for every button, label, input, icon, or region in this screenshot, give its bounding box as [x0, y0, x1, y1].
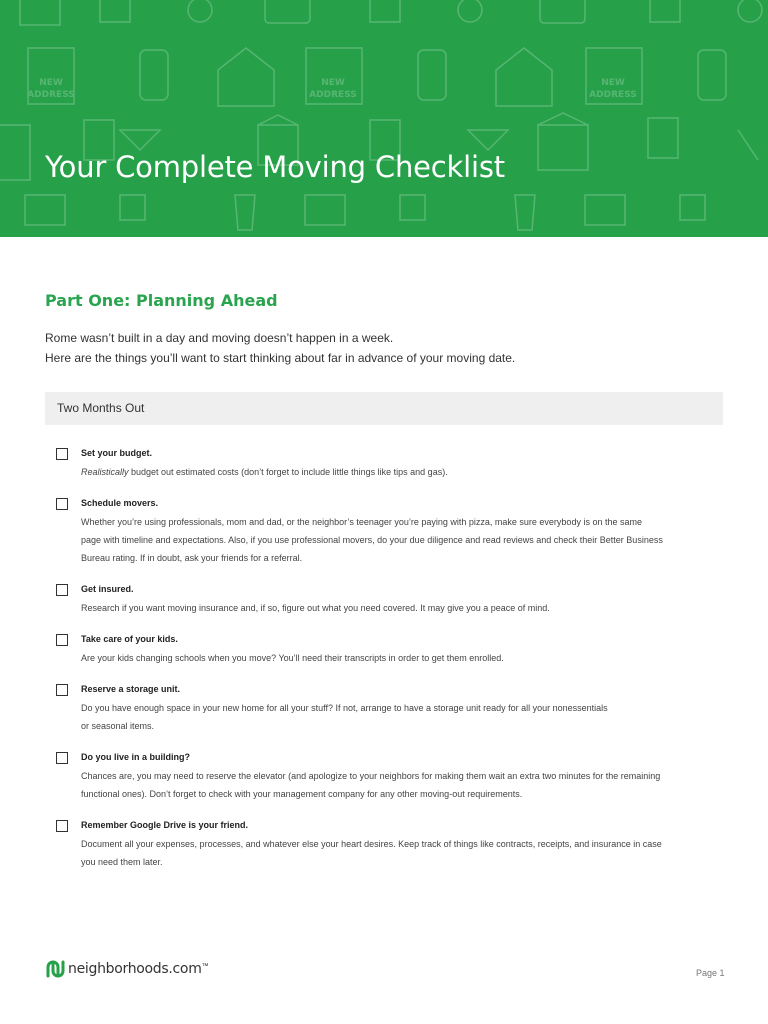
item-description-line: you need them later.: [81, 857, 163, 867]
neighborhoods-logo[interactable]: [45, 958, 209, 980]
item-description: [81, 767, 701, 803]
checklist-item: [56, 750, 726, 803]
item-description: [81, 513, 701, 567]
trademark-mark: ™: [201, 962, 209, 970]
pattern-label-3: NEW: [321, 78, 345, 88]
item-title: Take care of your kids.: [81, 634, 178, 644]
item-description-line: page with timeline and expectations. Also, if you use professional movers, do your due diligence and read reviews and check their Better Business: [81, 535, 663, 545]
item-description-line: Bureau rating. If in doubt, ask your friends for a referral.: [81, 553, 303, 563]
pattern-label-6: ADDRESS: [589, 90, 637, 100]
moving-icons-pattern: [0, 0, 768, 237]
intro-line-1: Rome wasn’t built in a day and moving doesn’t happen in a week.: [45, 331, 394, 345]
item-description-line: Research if you want moving insurance and, if so, figure out what you need covered. It may give you a peace of mind.: [81, 603, 550, 613]
item-description-line: functional ones). Don’t forget to check with your management company for any other moving-out requirements.: [81, 789, 523, 799]
item-title: Reserve a storage unit.: [81, 684, 181, 694]
logo-text: neighborhoods.com: [68, 961, 202, 977]
page-title: Your Complete Moving Checklist: [45, 150, 505, 184]
item-description: [81, 699, 701, 735]
intro-text: [45, 328, 725, 368]
pattern-label-4: ADDRESS: [309, 90, 357, 100]
part-heading: Part One: Planning Ahead: [45, 291, 278, 310]
checklist-item: [56, 446, 726, 481]
item-description: [81, 463, 701, 481]
item-description-line: Document all your expenses, processes, and whatever else your heart desires. Keep track of things like contracts, receipts, and insurance in case: [81, 839, 662, 849]
item-description-line: Chances are, you may need to reserve the elevator (and apologize to your neighbors for making them wait an extra two minutes for the remaining: [81, 771, 661, 781]
page-number: Page 1: [696, 968, 725, 978]
checkbox[interactable]: [56, 820, 68, 832]
item-description-line: or seasonal items.: [81, 721, 155, 731]
checkbox[interactable]: [56, 498, 68, 510]
item-title: Set your budget.: [81, 448, 153, 458]
item-description: [81, 835, 701, 871]
item-description-emphasis: Realistically: [81, 467, 129, 477]
checklist: [56, 446, 726, 886]
section-label: Two Months Out: [57, 401, 145, 415]
item-description: [81, 649, 701, 667]
checkbox[interactable]: [56, 684, 68, 696]
checklist-item: [56, 818, 726, 871]
checkbox[interactable]: [56, 634, 68, 646]
item-description-line: Are your kids changing schools when you move? You’ll need their transcripts in order to get them enrolled.: [81, 653, 504, 663]
item-title: Remember Google Drive is your friend.: [81, 820, 249, 830]
item-description-text: budget out estimated costs (don’t forget to include little things like tips and gas).: [128, 467, 448, 477]
pattern-label-1: NEW: [39, 78, 63, 88]
checkbox[interactable]: [56, 448, 68, 460]
item-description-line: Whether you’re using professionals, mom and dad, or the neighbor’s teenager you’re paying with pizza, make sure everybody is on the same: [81, 517, 642, 527]
checkbox[interactable]: [56, 752, 68, 764]
neighborhoods-logo-icon: [45, 959, 65, 979]
item-title: Do you live in a building?: [81, 752, 191, 762]
item-description-line: Do you have enough space in your new home for all your stuff? If not, arrange to have a storage unit ready for all your nonessentials: [81, 703, 608, 713]
header-banner: [0, 0, 768, 237]
pattern-label-2: ADDRESS: [27, 90, 75, 100]
checklist-item: [56, 682, 726, 735]
checklist-item: [56, 582, 726, 617]
item-title: Get insured.: [81, 584, 134, 594]
item-description: [81, 599, 701, 617]
item-title: Schedule movers.: [81, 498, 159, 508]
section-header: [45, 392, 723, 425]
checklist-item: [56, 632, 726, 667]
checklist-item: [56, 496, 726, 567]
intro-line-2: Here are the things you’ll want to start thinking about far in advance of your moving date.: [45, 351, 516, 365]
checkbox[interactable]: [56, 584, 68, 596]
pattern-label-5: NEW: [601, 78, 625, 88]
